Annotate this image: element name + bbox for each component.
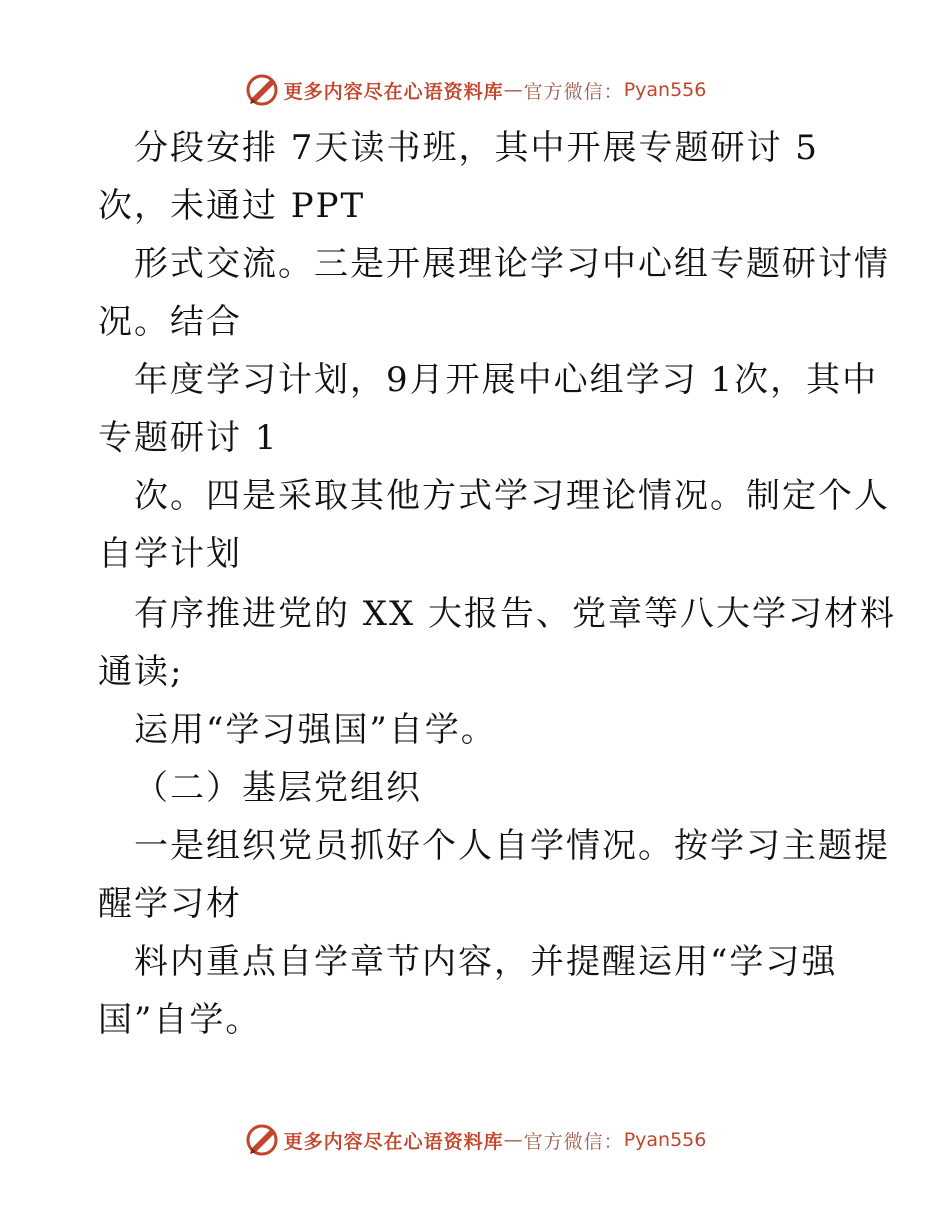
banner-dash: — bbox=[503, 79, 524, 101]
text-line: 次，未通过 PPT bbox=[98, 186, 366, 226]
text-line: 年度学习计划，9月开展中心组学习 1次，其中 bbox=[134, 360, 879, 400]
text-line: 醒学习材 bbox=[98, 884, 242, 924]
pen-logo-icon bbox=[244, 1122, 280, 1158]
text-line: 有序推进党的 XX 大报告、党章等八大学习材料 bbox=[134, 594, 897, 634]
banner-dash: — bbox=[503, 1129, 524, 1151]
banner-main-text: 更多内容尽在心语资料库 bbox=[283, 80, 504, 103]
text-line: 形式交流。三是开展理论学习中心组专题研讨情 bbox=[134, 244, 890, 284]
text-line: 次。四是采取其他方式学习理论情况。制定个人 bbox=[134, 476, 890, 516]
watermark-banner-top bbox=[0, 70, 950, 110]
text-line: 通读; bbox=[98, 652, 184, 692]
banner-wechat-id: Pyan556 bbox=[623, 79, 707, 101]
text-line: 一是组织党员抓好个人自学情况。按学习主题提 bbox=[134, 826, 890, 866]
section-heading: （二）基层党组织 bbox=[134, 768, 422, 808]
text-line: 况。结合 bbox=[98, 302, 242, 342]
banner-wechat-label: 官方微信： bbox=[523, 1130, 624, 1153]
text-line: 自学计划 bbox=[98, 534, 242, 574]
pen-logo-icon bbox=[244, 72, 280, 108]
text-line: 国”自学。 bbox=[98, 1000, 262, 1040]
text-line: 专题研讨 1 bbox=[98, 418, 279, 458]
banner-main-text: 更多内容尽在心语资料库 bbox=[283, 1130, 504, 1153]
banner-wechat-label: 官方微信： bbox=[523, 80, 624, 103]
text-line: 料内重点自学章节内容，并提醒运用“学习强 bbox=[134, 942, 838, 982]
text-line: 分段安排 7天读书班，其中开展专题研讨 5 bbox=[134, 128, 819, 168]
banner-wechat-id: Pyan556 bbox=[623, 1129, 707, 1151]
watermark-banner-bottom bbox=[0, 1120, 950, 1160]
text-line: 运用“学习强国”自学。 bbox=[134, 710, 497, 750]
